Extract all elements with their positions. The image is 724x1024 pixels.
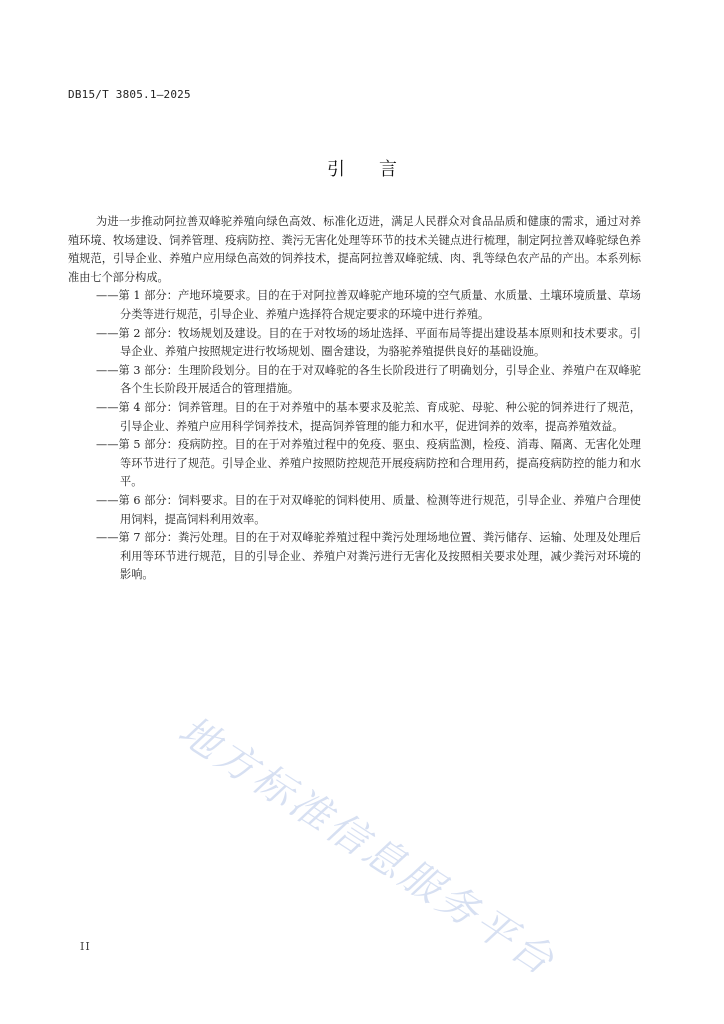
page-title: 引言 xyxy=(327,159,431,180)
part-item-6: ——第 6 部分：饲料要求。目的在于对双峰驼的饲料使用、质量、检测等进行规范，引导企业、养殖户合理使用饲料，提高饲料利用效率。 xyxy=(96,493,641,526)
document-body xyxy=(68,213,641,585)
part-item-5: ——第 5 部分：疫病防控。目的在于对养殖过程中的免疫、驱虫、疫病监测，检疫、消毒、隔离、无害化处理等环节进行了规范。引导企业、养殖户按照防控规范开展疫病防控和合理用药，提高疫病防控的能力和水平。 xyxy=(96,438,641,489)
document-code: DB15/T 3805.1—2025 xyxy=(68,88,191,101)
part-item-4: ——第 4 部分：饲养管理。目的在于对养殖中的基本要求及驼羔、育成驼、母驼、种公驼的饲养进行了规范，引导企业、养殖户应用科学饲养技术，提高饲养管理的能力和水平，促进饲养的效率，提高养殖效益。 xyxy=(96,400,641,433)
part-item-1: ——第 1 部分：产地环境要求。目的在于对阿拉善双峰驼产地环境的空气质量、水质量、土壤环境质量、草场分类等进行规范，引导企业、养殖户选择符合规定要求的环境中进行养殖。 xyxy=(96,289,641,321)
part-item-2: ——第 2 部分：牧场规划及建设。目的在于对牧场的场址选择、平面布局等提出建设基本原则和技术要求。引导企业、养殖户按照规定进行牧场规划、圈舍建设，为骆驼养殖提供良好的基础设施。 xyxy=(96,326,641,359)
page-number: II xyxy=(80,940,91,953)
part-item-3: ——第 3 部分：生理阶段划分。目的在于对双峰驼的各生长阶段进行了明确划分，引导企业、养殖户在双峰驼各个生长阶段开展适合的管理措施。 xyxy=(96,363,641,396)
intro-paragraph: 为进一步推动阿拉善双峰驼养殖向绿色高效、标准化迈进，满足人民群众对食品品质和健康的需求，通过对养殖环境、牧场建设、饲养管理、疫病防控、粪污无害化处理等环节的技术关键点进行梳理，制定阿拉善双峰驼绿色养殖规范，引导企业、养殖户应用绿色高效的饲养技术，提高阿拉善双峰驼绒、肉、乳等绿色农产品的产出。本系列标准由七个部分构成。 xyxy=(68,215,641,284)
part-item-7: ——第 7 部分：粪污处理。目的在于对双峰驼养殖过程中粪污处理场地位置、粪污储存、运输、处理及处理后利用等环节进行规范，目的引导企业、养殖户对粪污进行无害化及按照相关要求处理，减少粪污对环境的影响。 xyxy=(96,531,641,582)
watermark: 地方标准信息服务平台 xyxy=(170,707,565,986)
